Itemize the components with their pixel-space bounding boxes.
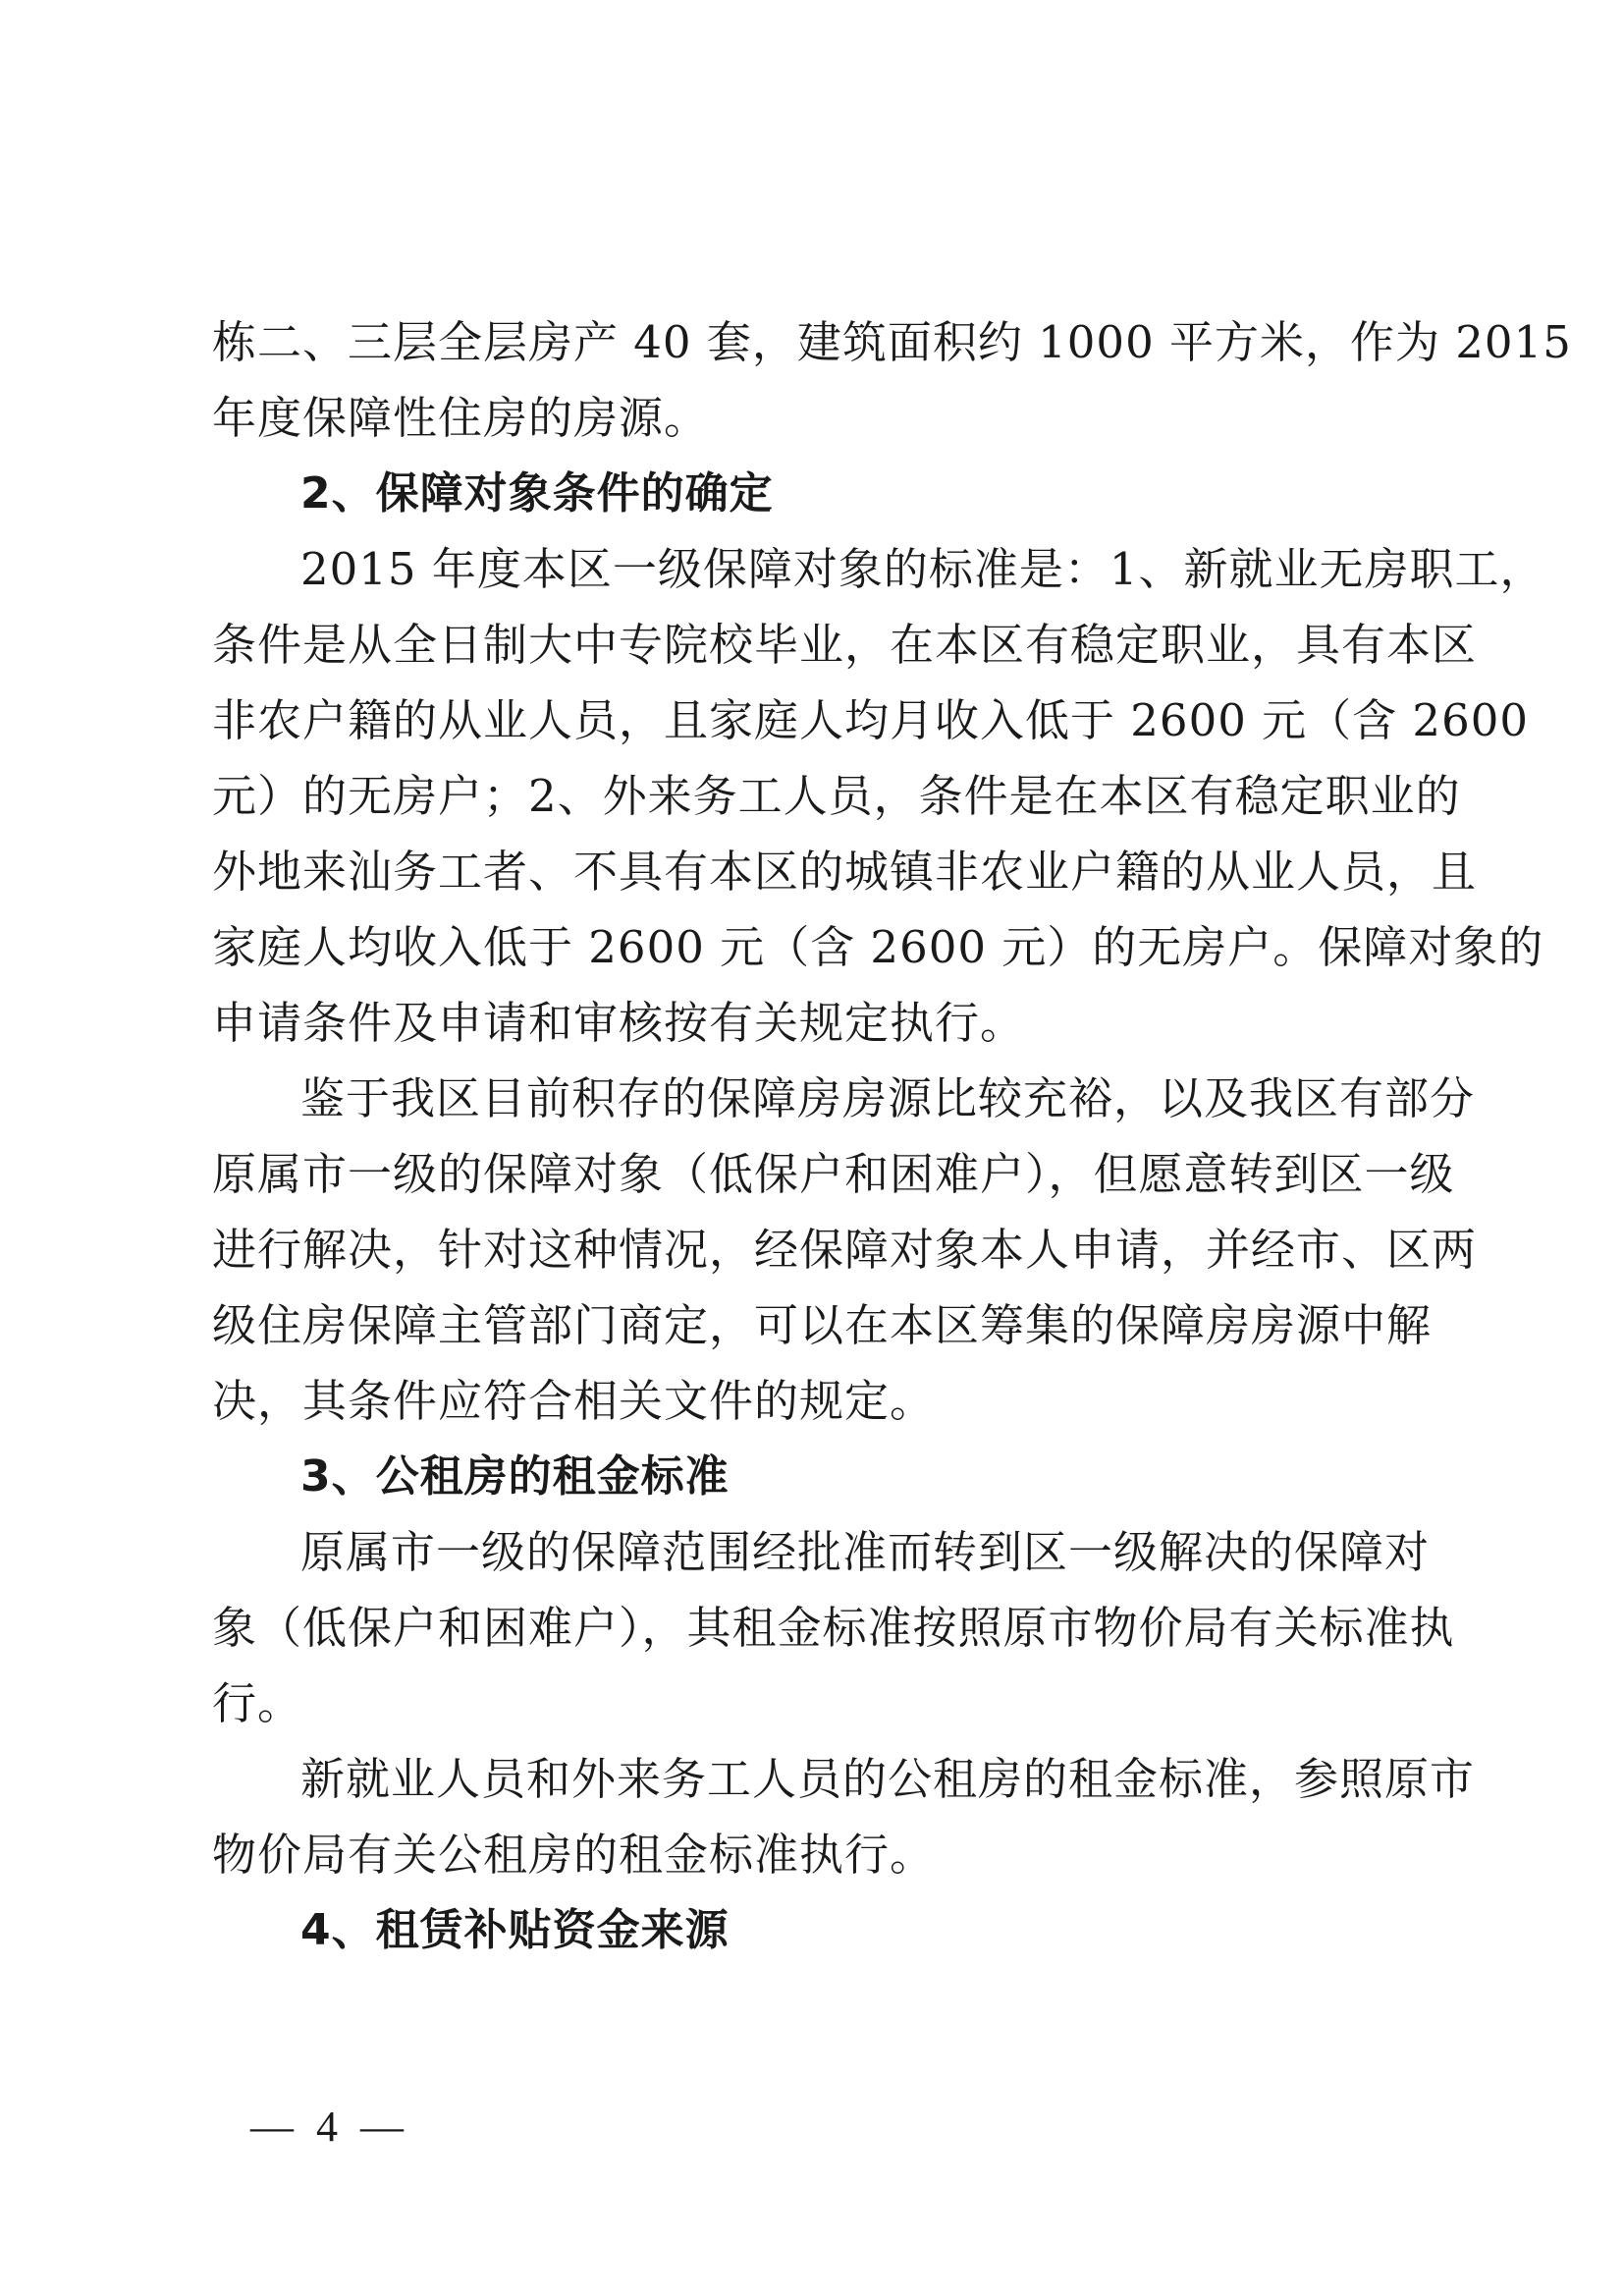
text-line: 申请条件及申请和审核按有关规定执行。: [212, 997, 1026, 1049]
document-body: [212, 304, 1572, 1968]
text-line: 外地来汕务工者、不具有本区的城镇非农业户籍的从业人员，且: [212, 846, 1478, 898]
text-line: 家庭人均收入低于 2600 元（含 2600 元）的无房户。保障对象的: [212, 921, 1544, 973]
text-line: 非农户籍的从业人员，且家庭人均月收入低于 2600 元（含 2600: [212, 694, 1529, 746]
text-line: 级住房保障主管部门商定，可以在本区筹集的保障房房源中解: [212, 1299, 1433, 1351]
text-line: 栋二、三层全层房产 40 套，建筑面积约 1000 平方米，作为 2015: [212, 316, 1572, 368]
page-number: — 4 —: [250, 2103, 409, 2151]
text-line: 行。: [212, 1677, 303, 1729]
text-line: 决，其条件应符合相关文件的规定。: [212, 1375, 936, 1427]
text-line: 2015 年度本区一级保障对象的标准是：1、新就业无房职工，: [300, 543, 1545, 595]
text-line: 年度保障性住房的房源。: [212, 392, 710, 444]
text-line: 鉴于我区目前积存的保障房房源比较充裕，以及我区有部分: [300, 1072, 1476, 1124]
text-line: 象（低保户和困难户），其租金标准按照原市物价局有关标准执: [212, 1602, 1455, 1654]
text-line: 条件是从全日制大中专院校毕业，在本区有稳定职业，具有本区: [212, 619, 1478, 671]
text-line: 原属市一级的保障范围经批准而转到区一级解决的保障对: [300, 1526, 1431, 1578]
text-line: 物价局有关公租房的租金标准执行。: [212, 1829, 936, 1881]
text-line: 元）的无房户；2、外来务工人员，条件是在本区有稳定职业的: [212, 770, 1461, 822]
text-line: 新就业人员和外来务工人员的公租房的租金标准，参照原市: [300, 1753, 1476, 1805]
text-line: 进行解决，针对这种情况，经保障对象本人申请，并经市、区两: [212, 1224, 1478, 1276]
section-heading: 3、公租房的租金标准: [300, 1451, 730, 1502]
section-heading: 2、保障对象条件的确定: [300, 468, 774, 519]
text-line: 原属市一级的保障对象（低保户和困难户），但愿意转到区一级: [212, 1148, 1455, 1200]
section-heading: 4、租赁补贴资金来源: [300, 1905, 730, 1955]
